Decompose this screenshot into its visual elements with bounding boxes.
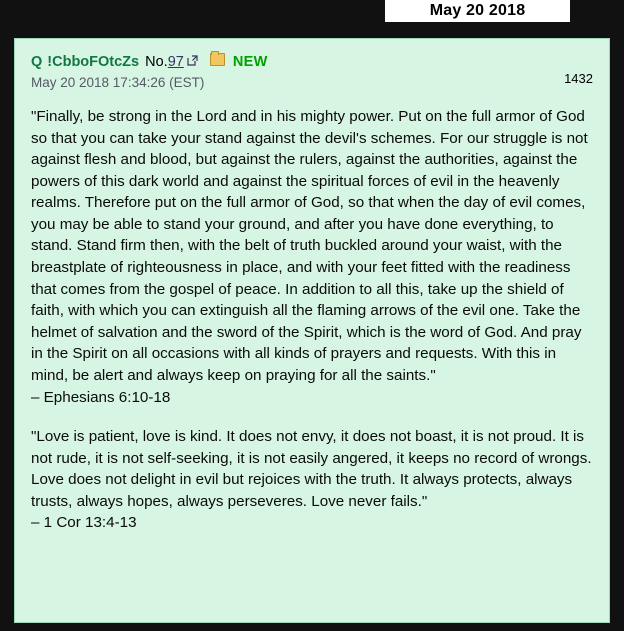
post-number bbox=[145, 54, 184, 70]
post-timestamp: May 20 2018 17:34:26 (EST) bbox=[31, 75, 205, 90]
post-count: 1432 bbox=[564, 71, 593, 86]
date-banner-text: May 20 2018 bbox=[429, 2, 526, 19]
post-paragraph-2: "Love is patient, love is kind. It does not envy, it does not boast, it is not proud. It is not rude, it is not self-seeking, it is not easily angered, it keeps no record of wrongs. Love does not delight in evil but rejoices with the truth. It always protects, always trusts, always hopes, always perseveres. Love never fails." bbox=[31, 428, 596, 510]
file-attachment-icon bbox=[210, 53, 225, 66]
paragraph-spacer bbox=[31, 408, 593, 426]
post-attribution-1: – Ephesians 6:10-18 bbox=[31, 388, 171, 406]
new-badge: NEW bbox=[232, 54, 268, 70]
post-card bbox=[14, 38, 610, 623]
post-number-link[interactable]: 97 bbox=[167, 54, 184, 70]
post-body bbox=[31, 106, 596, 534]
post-attribution-2: – 1 Cor 13:4-13 bbox=[31, 514, 137, 532]
post-tripcode: !CbboFOtcZs bbox=[47, 54, 140, 70]
post-author-name: Q bbox=[31, 54, 43, 70]
external-link-icon[interactable] bbox=[187, 54, 198, 65]
date-banner bbox=[385, 0, 570, 22]
post-paragraph-1: "Finally, be strong in the Lord and in his mighty power. Put on the full armor of God so that you can take your stand against the devil's schemes. For our struggle is not against flesh and blood, but against the rulers, against the authorities, against the powers of this dark world and against the spiritual forces of evil in the heavenly realms. Therefore put on the full armor of God, so that when the day of evil comes, you may be able to stand your ground, and after you have done everything, to stand. Stand firm then, with the belt of truth buckled around your waist, with the breastplate of righteousness in place, and with your feet fitted with the readiness that comes from the gospel of peace. In addition to all this, take up the shield of faith, with which you can extinguish all the flaming arrows of the evil one. Take the helmet of salvation and the sword of the Spirit, which is the word of God. And pray in the Spirit on all occasions with all kinds of prayers and requests. With this in mind, be alert and always keep on praying for all the saints." bbox=[31, 108, 592, 384]
post-number-label: No. bbox=[145, 54, 168, 70]
